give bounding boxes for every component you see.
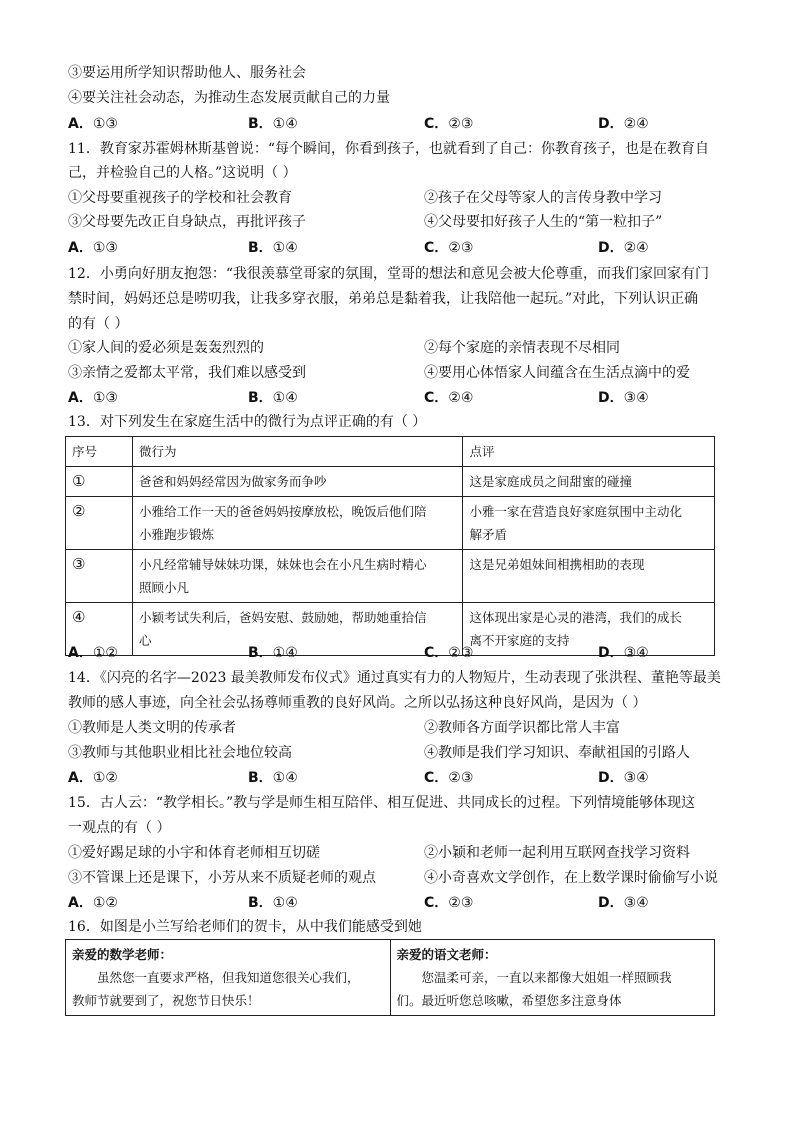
q12-option-c[interactable]: ②④ xyxy=(448,390,474,406)
q15-item-3: ③不管课上还是课下，小芳从来不质疑老师的观点 xyxy=(68,870,376,886)
q16-greeting-cards xyxy=(65,939,715,1016)
q12-stem-line-3: 的有（ ） xyxy=(68,316,129,332)
card-title: 亲爱的语文老师： xyxy=(396,947,497,962)
q14-item-3: ③教师与其他职业相比社会地位较高 xyxy=(68,745,292,761)
q13-option-c[interactable]: ②③ xyxy=(448,645,474,661)
row-comment: 这体现出家是心灵的港湾，我们的成长 离不开家庭的支持 xyxy=(463,603,715,656)
row-number: ② xyxy=(66,497,133,550)
row-behavior: 小颖考试失利后，爸妈安慰、鼓励她，帮助她重拾信 心 xyxy=(132,603,463,656)
card-text: 教师节就要到了，祝您节日快乐！ xyxy=(72,993,260,1008)
card-text: 虽然您一直要求严格，但我知道您很关心我们， xyxy=(97,970,360,985)
row-behavior: 爸爸和妈妈经常因为做家务而争吵 xyxy=(132,467,463,497)
q11-option-a[interactable]: ①③ xyxy=(92,240,118,256)
q14-stem-line-1: 14．《闪亮的名字—2023 最美教师发布仪式》通过真实有力的人物短片，生动表现了张洪程、董艳等最美 xyxy=(68,670,721,686)
q12-option-a[interactable]: ①③ xyxy=(92,390,118,406)
row-number: ③ xyxy=(66,550,133,603)
card-text: 们。最近听您总咳嗽，希望您多注意身体 xyxy=(396,993,622,1008)
q10-option-d[interactable]: ②④ xyxy=(623,116,649,132)
q10-option-a[interactable]: ①③ xyxy=(92,116,118,132)
q11-option-b[interactable]: ①④ xyxy=(272,240,298,256)
q12-item-4: ④要用心体悟家人间蕴含在生活点滴中的爱 xyxy=(424,365,690,381)
card-title: 亲爱的数学老师： xyxy=(72,947,173,962)
table-header-cell: 序号 xyxy=(66,437,133,467)
q12-item-1: ①家人间的爱必须是轰轰烈烈的 xyxy=(68,340,264,356)
table-row xyxy=(66,550,715,603)
q11-item-3: ③父母要先改正自身缺点，再批评孩子 xyxy=(68,214,306,230)
q10-item-4: ④要关注社会动态，为推动生态发展贡献自己的力量 xyxy=(68,90,390,106)
q15-option-b[interactable]: ①④ xyxy=(272,895,298,911)
q14-stem-line-2: 教师的感人事迹，向全社会弘扬尊师重教的良好风尚。之所以弘扬这种良好风尚，是因为（ ） xyxy=(68,695,647,711)
q15-stem-line-2: 一观点的有（ ） xyxy=(68,820,171,836)
row-behavior: 小雅给工作一天的爸爸妈妈按摩放松，晚饭后他们陪 小雅跑步锻炼 xyxy=(132,497,463,550)
q12-stem-line-2: 禁时间，妈妈还总是唠叨我，让我多穿衣服，弟弟总是黏着我，让我陪他一起玩。”对此，下列认识正确 xyxy=(68,291,699,307)
table-header-cell: 微行为 xyxy=(132,437,463,467)
q14-item-2: ②教师各方面学识都比常人丰富 xyxy=(424,720,620,736)
q11-option-c[interactable]: ②③ xyxy=(448,240,474,256)
q13-option-a[interactable]: ①② xyxy=(92,645,118,661)
q11-stem-line-1: 11．教育家苏霍姆林斯基曾说：“每个瞬间，你看到孩子，也就看到了自己：你教育孩子，也是在教育自 xyxy=(68,141,709,157)
table-header-row xyxy=(66,437,715,467)
card-math-teacher xyxy=(66,940,391,1016)
q12-option-d[interactable]: ③④ xyxy=(623,390,649,406)
q11-item-4: ④父母要扣好孩子人生的“第一粒扣子” xyxy=(424,214,663,230)
q15-option-a[interactable]: ①② xyxy=(92,895,118,911)
q15-item-4: ④小奇喜欢文学创作，在上数学课时偷偷写小说 xyxy=(424,870,718,886)
row-comment: 小雅一家在营造良好家庭氛围中主动化 解矛盾 xyxy=(463,497,715,550)
q15-item-1: ①爱好踢足球的小宇和体育老师相互切磋 xyxy=(68,845,320,861)
q12-item-3: ③亲情之爱都太平常，我们难以感受到 xyxy=(68,365,306,381)
q15-item-2: ②小颖和老师一起利用互联网查找学习资料 xyxy=(424,845,690,861)
q15-option-d[interactable]: ③④ xyxy=(623,895,649,911)
q13-stem: 13．对下列发生在家庭生活中的微行为点评正确的有（ ） xyxy=(68,414,427,430)
q11-option-d[interactable]: ②④ xyxy=(623,240,649,256)
table-header-cell: 点评 xyxy=(463,437,715,467)
table-row xyxy=(66,467,715,497)
q15-stem-line-1: 15．古人云：“教学相长。”教与学是师生相互陪伴、相互促进、共同成长的过程。下列情境能够体现这 xyxy=(68,795,696,811)
row-comment: 这是兄弟姐妹间相携相助的表现 xyxy=(463,550,715,603)
card-chinese-teacher xyxy=(390,940,715,1016)
q12-stem-line-1: 12．小勇向好朋友抱怨：“我很羡慕堂哥家的氛围，堂哥的想法和意见会被大伦尊重，而我们家回家有门 xyxy=(68,266,709,282)
q14-option-d[interactable]: ③④ xyxy=(623,770,649,786)
q10-option-c[interactable]: ②③ xyxy=(448,116,474,132)
q12-item-2: ②每个家庭的亲情表现不尽相同 xyxy=(424,340,620,356)
row-number: ① xyxy=(66,467,133,497)
row-number: ④ xyxy=(66,603,133,656)
q11-item-2: ②孩子在父母等家人的言传身教中学习 xyxy=(424,190,662,206)
row-comment: 这是家庭成员之间甜蜜的碰撞 xyxy=(463,467,715,497)
q13-option-b[interactable]: ①④ xyxy=(272,645,298,661)
q14-option-c[interactable]: ②③ xyxy=(448,770,474,786)
q11-item-1: ①父母要重视孩子的学校和社会教育 xyxy=(68,190,292,206)
q14-item-1: ①教师是人类文明的传承者 xyxy=(68,720,236,736)
q14-item-4: ④教师是我们学习知识、奉献祖国的引路人 xyxy=(424,745,690,761)
q10-option-b[interactable]: ①④ xyxy=(272,116,298,132)
q14-option-a[interactable]: ①② xyxy=(92,770,118,786)
q10-item-3: ③要运用所学知识帮助他人、服务社会 xyxy=(68,65,306,81)
row-behavior: 小凡经常辅导妹妹功课，妹妹也会在小凡生病时精心 照顾小凡 xyxy=(132,550,463,603)
q11-stem-line-2: 己，并检验自己的人格。”这说明（ ） xyxy=(68,165,297,181)
q12-option-b[interactable]: ①④ xyxy=(272,390,298,406)
q15-option-c[interactable]: ②③ xyxy=(448,895,474,911)
card-text: 您温柔可亲，一直以来都像大姐姐一样照顾我 xyxy=(421,970,672,985)
table-row xyxy=(66,497,715,550)
q13-table xyxy=(65,436,715,656)
q13-option-d[interactable]: ③④ xyxy=(623,645,649,661)
q16-stem: 16．如图是小兰写给老师们的贺卡，从中我们能感受到她 xyxy=(68,919,422,935)
q14-option-b[interactable]: ①④ xyxy=(272,770,298,786)
